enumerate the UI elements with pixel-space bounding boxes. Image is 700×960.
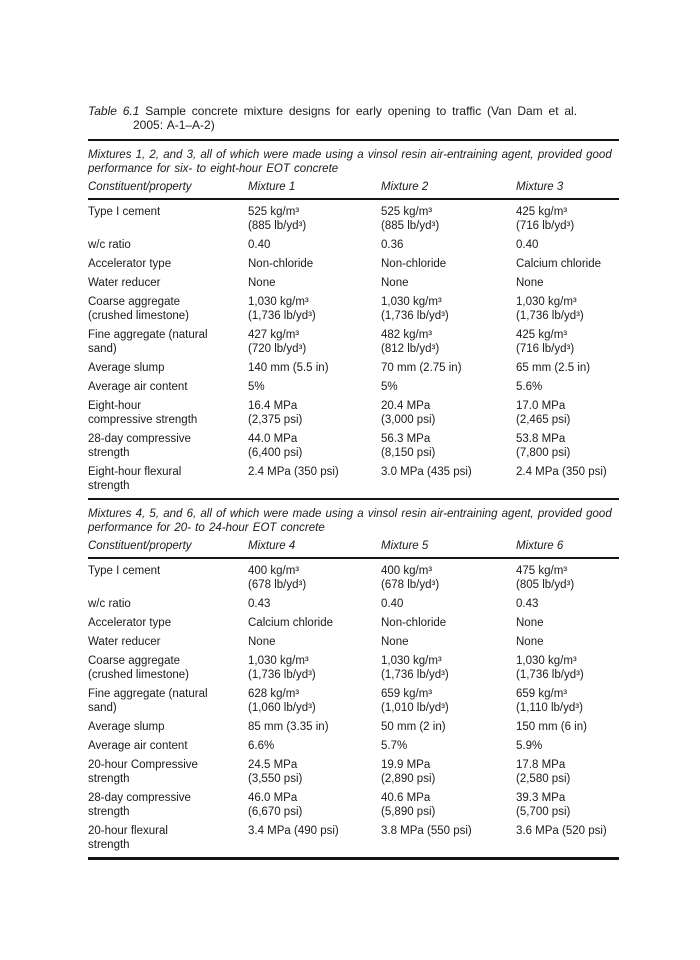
table-row: [88, 257, 619, 271]
row-value: [248, 758, 381, 786]
value-line: 1,030 kg/m³: [516, 296, 577, 308]
table-row: [88, 295, 619, 323]
row-value: [516, 635, 619, 649]
value-line: (1,110 lb/yd³): [516, 702, 583, 714]
row-value: [248, 295, 381, 323]
value-line: Calcium chloride: [248, 617, 334, 629]
value-line: (720 lb/yd³): [248, 343, 307, 355]
row-value: [381, 276, 516, 290]
row-value: [516, 616, 619, 630]
row-value: [516, 380, 619, 394]
row-value: [248, 791, 381, 819]
value-line: None: [381, 636, 409, 648]
row-value: [381, 205, 516, 233]
row-value: [248, 616, 381, 630]
value-line: 28-day compressive: [88, 433, 191, 445]
row-value: [381, 635, 516, 649]
value-line: Average slump: [88, 362, 165, 374]
value-line: Type I cement: [88, 565, 161, 577]
value-line: 40.6 MPa: [381, 792, 431, 804]
row-value: [516, 597, 619, 611]
value-line: (1,736 lb/yd³): [516, 669, 584, 681]
row-value: [381, 739, 516, 753]
value-line: (5,700 psi): [516, 806, 571, 818]
value-line: (2,465 psi): [516, 414, 571, 426]
row-value: [248, 361, 381, 375]
value-line: (6,400 psi): [248, 447, 303, 459]
value-line: None: [381, 277, 409, 289]
value-line: Non-chloride: [248, 258, 314, 270]
row-label: [88, 380, 248, 394]
row-value: [248, 380, 381, 394]
row-label: [88, 597, 248, 611]
table-caption-label: Table 6.1: [88, 104, 140, 118]
table2-note-line1: Mixtures 4, 5, and 6, all of which were made using a vinsol resin air-entraining agent, provided good: [88, 508, 612, 520]
value-line: compressive strength: [88, 414, 198, 426]
value-line: 19.9 MPa: [381, 759, 431, 771]
row-label: [88, 238, 248, 252]
row-value: [516, 257, 619, 271]
value-line: (885 lb/yd³): [381, 220, 440, 232]
value-line: 659 kg/m³: [516, 688, 568, 700]
value-line: 5.9%: [516, 740, 543, 752]
row-label: [88, 720, 248, 734]
table2-header-row: [88, 539, 619, 553]
table-row: [88, 380, 619, 394]
value-line: 3.0 MPa (435 psi): [381, 466, 472, 478]
row-label: [88, 824, 248, 852]
value-line: 482 kg/m³: [381, 329, 433, 341]
row-value: [248, 739, 381, 753]
row-value: [381, 361, 516, 375]
column-header-mixture3: Mixture 3: [516, 181, 564, 193]
row-value: [381, 399, 516, 427]
value-line: Water reducer: [88, 636, 161, 648]
table-row: [88, 635, 619, 649]
row-value: [516, 824, 619, 852]
value-line: (3,000 psi): [381, 414, 436, 426]
table2-body: [88, 559, 619, 852]
row-value: [516, 399, 619, 427]
table1-bottom-rule: [88, 498, 619, 500]
column-header-mixture1: Mixture 1: [248, 181, 296, 193]
row-value: [248, 205, 381, 233]
value-line: 46.0 MPa: [248, 792, 298, 804]
value-line: 1,030 kg/m³: [516, 655, 577, 667]
row-value: [248, 824, 381, 852]
row-value: [381, 238, 516, 252]
table2-note: [88, 507, 619, 535]
row-value: [248, 276, 381, 290]
table-row: [88, 328, 619, 356]
value-line: 140 mm (5.5 in): [248, 362, 329, 374]
row-value: [248, 720, 381, 734]
value-line: 400 kg/m³: [381, 565, 433, 577]
table1-note: [88, 148, 619, 176]
value-line: 1,030 kg/m³: [381, 296, 442, 308]
row-label: [88, 564, 248, 592]
row-value: [516, 465, 619, 493]
value-line: (5,890 psi): [381, 806, 436, 818]
row-value: [381, 791, 516, 819]
row-value: [381, 597, 516, 611]
value-line: (1,736 lb/yd³): [516, 310, 584, 322]
value-line: Average air content: [88, 381, 188, 393]
row-label: [88, 257, 248, 271]
value-line: Non-chloride: [381, 617, 447, 629]
value-line: 0.40: [248, 239, 271, 251]
value-line: None: [248, 636, 276, 648]
row-value: [516, 432, 619, 460]
value-line: 65 mm (2.5 in): [516, 362, 591, 374]
value-line: (1,010 lb/yd³): [381, 702, 449, 714]
table-row: [88, 465, 619, 493]
row-label: [88, 276, 248, 290]
value-line: 2.4 MPa (350 psi): [248, 466, 339, 478]
table-caption-line2: 2005: A-1–A-2): [133, 118, 215, 132]
value-line: 6.6%: [248, 740, 275, 752]
row-value: [516, 205, 619, 233]
value-line: (crushed limestone): [88, 669, 189, 681]
value-line: Water reducer: [88, 277, 161, 289]
row-label: [88, 399, 248, 427]
value-line: 628 kg/m³: [248, 688, 300, 700]
value-line: 85 mm (3.35 in): [248, 721, 329, 733]
row-value: [516, 564, 619, 592]
value-line: None: [516, 617, 544, 629]
table-row: [88, 654, 619, 682]
column-header-mixture5: Mixture 5: [381, 540, 429, 552]
value-line: 1,030 kg/m³: [381, 655, 442, 667]
value-line: None: [516, 636, 544, 648]
row-value: [248, 257, 381, 271]
row-value: [516, 687, 619, 715]
row-label: [88, 687, 248, 715]
value-line: Accelerator type: [88, 617, 172, 629]
table-row: [88, 432, 619, 460]
row-value: [381, 465, 516, 493]
value-line: Coarse aggregate: [88, 655, 181, 667]
value-line: (2,375 psi): [248, 414, 303, 426]
value-line: strength: [88, 480, 130, 492]
row-value: [516, 276, 619, 290]
row-value: [381, 824, 516, 852]
value-line: (2,890 psi): [381, 773, 436, 785]
table-row: [88, 597, 619, 611]
row-value: [516, 739, 619, 753]
row-value: [381, 432, 516, 460]
value-line: 17.8 MPa: [516, 759, 566, 771]
value-line: (7,800 psi): [516, 447, 571, 459]
value-line: 53.8 MPa: [516, 433, 566, 445]
table-top-rule: [88, 139, 619, 141]
value-line: w/c ratio: [88, 239, 131, 251]
value-line: (2,580 psi): [516, 773, 571, 785]
table-row: [88, 361, 619, 375]
value-line: w/c ratio: [88, 598, 131, 610]
value-line: 0.40: [381, 598, 404, 610]
value-line: 5%: [381, 381, 398, 393]
value-line: 28-day compressive: [88, 792, 191, 804]
row-value: [516, 654, 619, 682]
row-value: [516, 720, 619, 734]
value-line: 20.4 MPa: [381, 400, 431, 412]
table-row: [88, 791, 619, 819]
value-line: 427 kg/m³: [248, 329, 300, 341]
table-row: [88, 564, 619, 592]
row-label: [88, 205, 248, 233]
value-line: 2.4 MPa (350 psi): [516, 466, 607, 478]
value-line: Type I cement: [88, 206, 161, 218]
value-line: 3.4 MPa (490 psi): [248, 825, 339, 837]
value-line: (1,736 lb/yd³): [381, 669, 449, 681]
value-line: 24.5 MPa: [248, 759, 298, 771]
row-value: [381, 720, 516, 734]
value-line: (812 lb/yd³): [381, 343, 440, 355]
value-line: 5.6%: [516, 381, 543, 393]
table-caption-text: Sample concrete mixture designs for early opening to traffic (Van Dam et al.: [145, 104, 578, 118]
value-line: 17.0 MPa: [516, 400, 566, 412]
value-line: strength: [88, 839, 130, 851]
row-value: [381, 328, 516, 356]
row-value: [248, 654, 381, 682]
value-line: Fine aggregate (natural: [88, 329, 208, 341]
column-header-mixture6: Mixture 6: [516, 540, 564, 552]
row-label: [88, 758, 248, 786]
value-line: Average air content: [88, 740, 188, 752]
row-label: [88, 791, 248, 819]
value-line: Fine aggregate (natural: [88, 688, 208, 700]
value-line: Eight-hour: [88, 400, 142, 412]
value-line: (crushed limestone): [88, 310, 189, 322]
value-line: Non-chloride: [381, 258, 447, 270]
value-line: (8,150 psi): [381, 447, 436, 459]
row-label: [88, 361, 248, 375]
row-value: [516, 361, 619, 375]
column-header-mixture4: Mixture 4: [248, 540, 296, 552]
value-line: 0.43: [516, 598, 539, 610]
value-line: 0.36: [381, 239, 404, 251]
row-value: [381, 380, 516, 394]
row-label: [88, 739, 248, 753]
value-line: 425 kg/m³: [516, 329, 568, 341]
value-line: (3,550 psi): [248, 773, 303, 785]
row-value: [516, 328, 619, 356]
value-line: 0.40: [516, 239, 539, 251]
row-value: [516, 238, 619, 252]
value-line: 150 mm (6 in): [516, 721, 587, 733]
value-line: 39.3 MPa: [516, 792, 566, 804]
table-row: [88, 720, 619, 734]
value-line: 44.0 MPa: [248, 433, 298, 445]
table-caption: [88, 104, 619, 132]
value-line: 0.43: [248, 598, 271, 610]
table1-header-row: [88, 180, 619, 194]
row-value: [381, 616, 516, 630]
row-value: [516, 791, 619, 819]
value-line: None: [516, 277, 544, 289]
table-row: [88, 238, 619, 252]
table2-bottom-rule: [88, 857, 619, 860]
row-value: [516, 295, 619, 323]
value-line: Accelerator type: [88, 258, 172, 270]
value-line: sand): [88, 343, 117, 355]
value-line: strength: [88, 773, 130, 785]
table1-body: [88, 200, 619, 493]
value-line: 3.6 MPa (520 psi): [516, 825, 607, 837]
value-line: (678 lb/yd³): [248, 579, 307, 591]
row-label: [88, 432, 248, 460]
column-header-constituent: Constituent/property: [88, 181, 192, 193]
row-value: [516, 758, 619, 786]
row-value: [248, 465, 381, 493]
table-caption-line1: [88, 104, 619, 118]
value-line: 20-hour flexural: [88, 825, 168, 837]
row-value: [381, 295, 516, 323]
value-line: 3.8 MPa (550 psi): [381, 825, 472, 837]
value-line: 400 kg/m³: [248, 565, 300, 577]
row-label: [88, 616, 248, 630]
row-label: [88, 328, 248, 356]
row-value: [381, 654, 516, 682]
value-line: Calcium chloride: [516, 258, 602, 270]
page-content: [88, 0, 619, 860]
value-line: 525 kg/m³: [381, 206, 433, 218]
table-row: [88, 758, 619, 786]
value-line: 425 kg/m³: [516, 206, 568, 218]
value-line: 5.7%: [381, 740, 408, 752]
table-row: [88, 399, 619, 427]
value-line: (1,736 lb/yd³): [248, 310, 316, 322]
value-line: sand): [88, 702, 117, 714]
value-line: (716 lb/yd³): [516, 220, 575, 232]
value-line: (6,670 psi): [248, 806, 303, 818]
value-line: strength: [88, 447, 130, 459]
value-line: 16.4 MPa: [248, 400, 298, 412]
value-line: 50 mm (2 in): [381, 721, 446, 733]
column-header-constituent: Constituent/property: [88, 540, 192, 552]
value-line: 525 kg/m³: [248, 206, 300, 218]
row-label: [88, 465, 248, 493]
row-label: [88, 654, 248, 682]
value-line: 475 kg/m³: [516, 565, 568, 577]
table-row: [88, 205, 619, 233]
row-value: [381, 564, 516, 592]
value-line: Coarse aggregate: [88, 296, 181, 308]
table1-note-line2: performance for six- to eight-hour EOT concrete: [88, 163, 339, 175]
table1-note-line1: Mixtures 1, 2, and 3, all of which were made using a vinsol resin air-entraining agent, provided good: [88, 149, 612, 161]
table-row: [88, 687, 619, 715]
value-line: (1,060 lb/yd³): [248, 702, 316, 714]
value-line: Eight-hour flexural: [88, 466, 182, 478]
value-line: 5%: [248, 381, 265, 393]
row-value: [248, 635, 381, 649]
row-label: [88, 295, 248, 323]
row-value: [381, 257, 516, 271]
row-value: [248, 597, 381, 611]
value-line: 1,030 kg/m³: [248, 296, 309, 308]
row-value: [381, 687, 516, 715]
row-value: [248, 564, 381, 592]
table-row: [88, 616, 619, 630]
value-line: 56.3 MPa: [381, 433, 431, 445]
row-value: [248, 399, 381, 427]
value-line: 659 kg/m³: [381, 688, 433, 700]
value-line: (1,736 lb/yd³): [381, 310, 449, 322]
table-row: [88, 276, 619, 290]
value-line: 1,030 kg/m³: [248, 655, 309, 667]
row-value: [248, 432, 381, 460]
table2-note-line2: performance for 20- to 24-hour EOT concrete: [88, 522, 325, 534]
row-value: [248, 238, 381, 252]
column-header-mixture2: Mixture 2: [381, 181, 429, 193]
table-row: [88, 824, 619, 852]
value-line: Average slump: [88, 721, 165, 733]
value-line: (885 lb/yd³): [248, 220, 307, 232]
value-line: (716 lb/yd³): [516, 343, 575, 355]
value-line: 70 mm (2.75 in): [381, 362, 462, 374]
value-line: (678 lb/yd³): [381, 579, 440, 591]
value-line: (1,736 lb/yd³): [248, 669, 316, 681]
row-label: [88, 635, 248, 649]
row-value: [248, 328, 381, 356]
value-line: None: [248, 277, 276, 289]
value-line: strength: [88, 806, 130, 818]
table-row: [88, 739, 619, 753]
row-value: [381, 758, 516, 786]
value-line: (805 lb/yd³): [516, 579, 575, 591]
row-value: [248, 687, 381, 715]
value-line: 20-hour Compressive: [88, 759, 198, 771]
